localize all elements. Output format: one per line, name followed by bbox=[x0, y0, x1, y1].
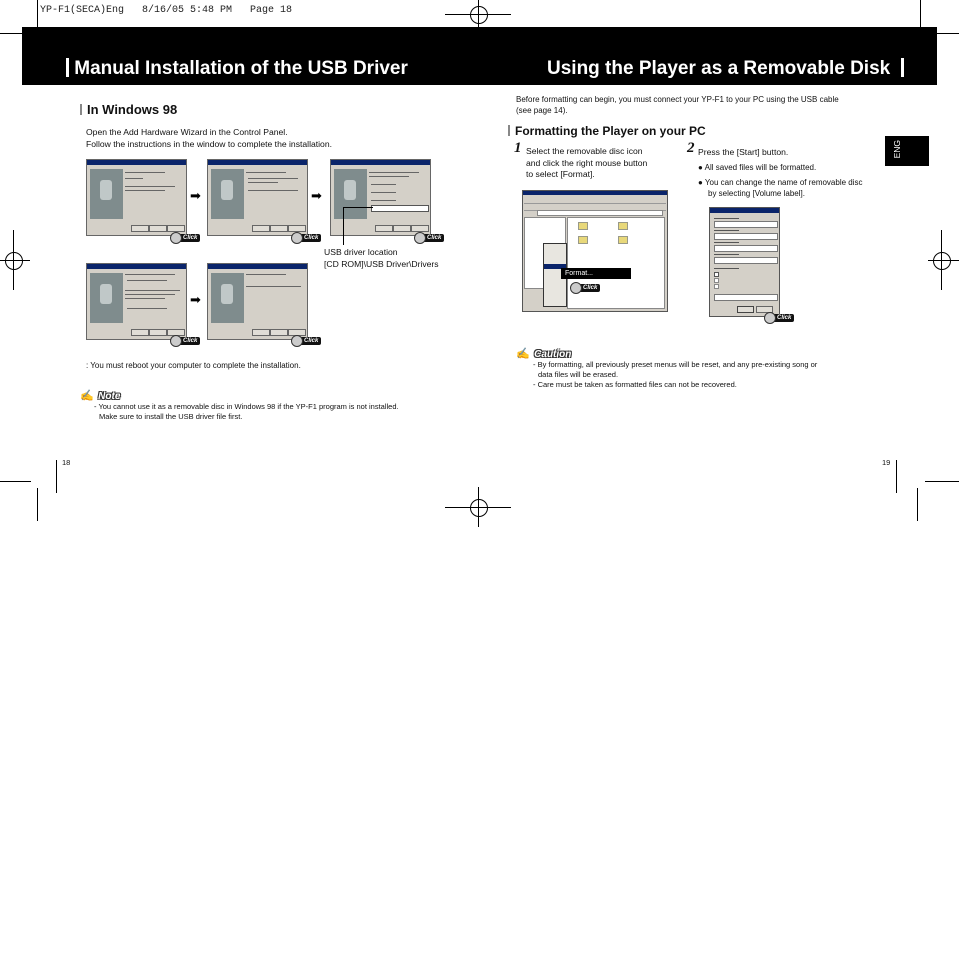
step-1-line: Select the removable disc icon bbox=[526, 146, 643, 156]
caution-body bbox=[533, 360, 817, 390]
click-badge: Click bbox=[574, 284, 600, 292]
left-intro-line: Follow the instructions in the window to complete the installation. bbox=[86, 138, 333, 149]
left-page-title bbox=[66, 58, 408, 80]
step-2-number: 2 bbox=[687, 140, 695, 156]
caution-title: Caution bbox=[534, 349, 572, 360]
format-menu-item: Format... bbox=[561, 268, 631, 279]
callout-line bbox=[343, 207, 344, 245]
language-tab-label: ENG bbox=[892, 140, 902, 159]
arrow-right-icon: ➡ bbox=[190, 292, 201, 307]
bullet-item bbox=[698, 162, 863, 173]
click-badge: Click bbox=[295, 337, 321, 345]
note-body bbox=[94, 402, 399, 422]
wizard-screenshot-4 bbox=[86, 263, 187, 340]
reboot-notice: : You must reboot your computer to complete the installation. bbox=[86, 361, 301, 370]
right-intro-line: (see page 14). bbox=[516, 105, 568, 115]
right-page-title bbox=[547, 58, 904, 80]
crop-mark bbox=[917, 488, 918, 521]
title-bar-mark bbox=[66, 58, 69, 77]
right-section-heading bbox=[508, 124, 706, 138]
right-intro-line: Before formatting can begin, you must connect your YP-F1 to your PC using the USB cable bbox=[516, 95, 839, 104]
right-intro bbox=[516, 95, 839, 116]
pencil-icon: ✍ bbox=[80, 390, 94, 402]
registration-mark bbox=[445, 507, 511, 508]
left-title-text: Manual Installation of the USB Driver bbox=[74, 58, 408, 79]
crop-mark bbox=[896, 460, 897, 493]
left-section-heading bbox=[80, 102, 177, 117]
bullet-icon: ● bbox=[698, 178, 703, 187]
crop-mark bbox=[925, 481, 959, 482]
step-2-bullets bbox=[698, 162, 863, 199]
wizard-screenshot-2 bbox=[207, 159, 308, 236]
left-intro bbox=[86, 127, 332, 150]
wizard-screenshot-3 bbox=[330, 159, 431, 236]
crop-mark bbox=[56, 460, 57, 493]
registration-mark bbox=[478, 0, 479, 30]
note-line: - You cannot use it as a removable disc in Windows 98 if the YP-F1 program is not installed. bbox=[94, 402, 399, 411]
caution-line: - Care must be taken as formatted files can not be recovered. bbox=[533, 380, 737, 389]
arrow-right-icon: ➡ bbox=[190, 188, 201, 203]
right-title-text: Using the Player as a Removable Disk bbox=[547, 58, 891, 79]
click-badge: Click bbox=[174, 337, 200, 345]
right-section-text: Formatting the Player on your PC bbox=[515, 124, 706, 138]
crop-mark bbox=[0, 33, 22, 34]
usb-location-line: USB driver location bbox=[324, 247, 398, 257]
bullet-text: All saved files will be formatted. bbox=[704, 163, 817, 172]
language-tab bbox=[885, 136, 929, 166]
usb-location-line: [CD ROM]\USB Driver\Drivers bbox=[324, 258, 439, 269]
print-header: YP-F1(SECA)Eng 8/16/05 5:48 PM Page 18 bbox=[40, 5, 293, 16]
arrow-right-icon: ➡ bbox=[311, 188, 322, 203]
crop-mark bbox=[937, 33, 959, 34]
click-badge: Click bbox=[768, 314, 794, 322]
format-dialog-screenshot bbox=[709, 207, 780, 317]
step-1-line: to select [Format]. bbox=[526, 169, 595, 179]
registration-mark bbox=[0, 260, 30, 261]
caution-line: data files will be erased. bbox=[538, 370, 619, 379]
left-section-text: In Windows 98 bbox=[87, 102, 178, 117]
note-line: Make sure to install the USB driver file first. bbox=[99, 412, 243, 421]
step-1-text bbox=[526, 146, 647, 181]
bullet-text: by selecting [Volume label]. bbox=[708, 189, 805, 198]
bullet-text: You can change the name of removable disc bbox=[704, 178, 863, 187]
caution-line: - By formatting, all previously preset menus will be reset, and any pre-existing song or bbox=[533, 360, 818, 369]
registration-mark bbox=[470, 499, 488, 517]
registration-mark bbox=[928, 260, 959, 261]
left-intro-line: Open the Add Hardware Wizard in the Control Panel. bbox=[86, 127, 288, 137]
registration-mark bbox=[445, 14, 511, 15]
callout-line bbox=[343, 207, 373, 208]
click-badge: Click bbox=[174, 234, 200, 242]
bullet-item bbox=[698, 177, 863, 188]
left-page-number: 18 bbox=[62, 458, 71, 467]
click-badge: Click bbox=[418, 234, 444, 242]
right-page-number: 19 bbox=[882, 458, 891, 467]
wizard-screenshot-1 bbox=[86, 159, 187, 236]
step-1-line: and click the right mouse button bbox=[526, 157, 648, 168]
section-mark bbox=[508, 125, 510, 136]
step-1-number: 1 bbox=[514, 140, 522, 156]
crop-mark bbox=[0, 481, 31, 482]
section-mark bbox=[80, 104, 82, 115]
registration-mark bbox=[933, 252, 951, 270]
registration-mark bbox=[5, 252, 23, 270]
usb-driver-location bbox=[324, 247, 439, 270]
bullet-icon: ● bbox=[698, 163, 703, 172]
wizard-screenshot-5 bbox=[207, 263, 308, 340]
crop-mark bbox=[37, 488, 38, 521]
note-title: Note bbox=[98, 391, 121, 402]
step-2-text: Press the [Start] button. bbox=[698, 147, 789, 157]
title-bar-mark bbox=[901, 58, 904, 77]
click-badge: Click bbox=[295, 234, 321, 242]
registration-mark bbox=[470, 6, 488, 24]
pencil-icon: ✍ bbox=[516, 348, 530, 360]
